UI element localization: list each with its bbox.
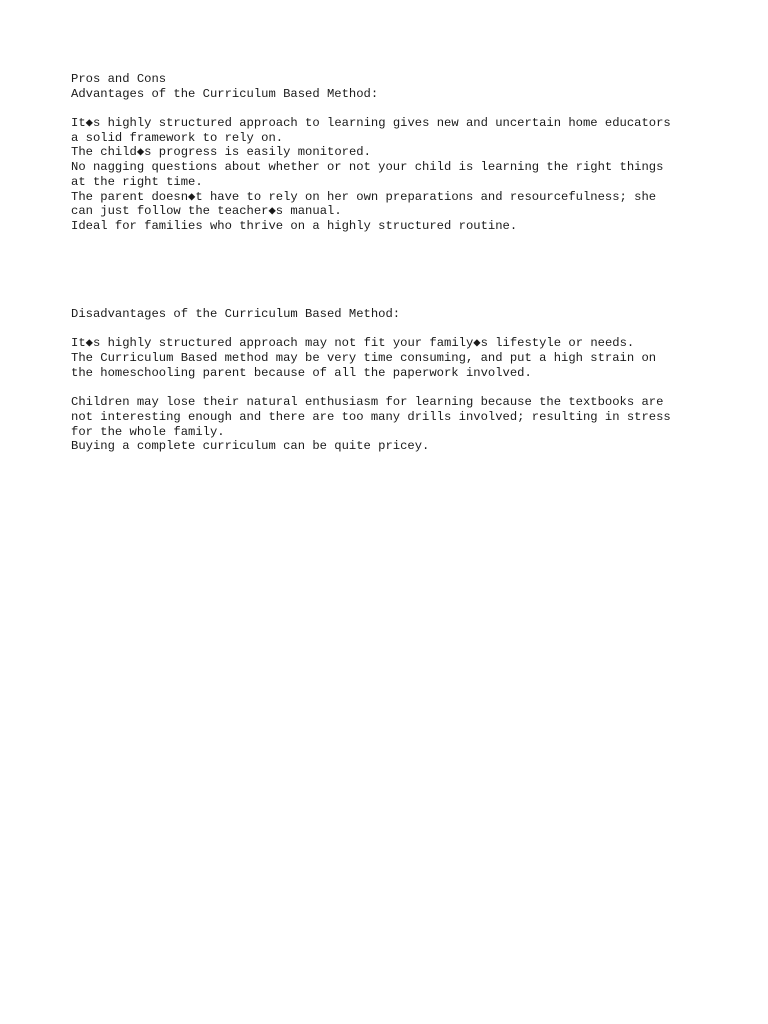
advantages-list: [71, 116, 751, 234]
advantages-line: a solid framework to rely on.: [71, 130, 284, 145]
disadvantages-line: Buying a complete curriculum can be quite pricey.: [71, 439, 430, 454]
advantages-line: The child◆s progress is easily monitored.: [71, 145, 371, 160]
disadvantages-line: [71, 381, 751, 396]
advantages-line: can just follow the teacher◆s manual.: [71, 204, 342, 219]
document-body: [71, 72, 751, 454]
disadvantages-heading: Disadvantages of the Curriculum Based Method:: [71, 307, 401, 322]
advantages-line: Ideal for families who thrive on a highly structured routine.: [71, 218, 518, 233]
disadvantages-line: not interesting enough and there are too many drills involved; resulting in stress: [71, 409, 671, 424]
section-gap: [71, 234, 751, 308]
disadvantages-line: The Curriculum Based method may be very time consuming, and put a high strain on: [71, 351, 657, 366]
advantages-line: at the right time.: [71, 174, 203, 189]
advantages-line: No nagging questions about whether or not your child is learning the right things: [71, 160, 664, 175]
disadvantages-line: the homeschooling parent because of all the paperwork involved.: [71, 365, 532, 380]
spacer: [71, 322, 751, 337]
advantages-line: The parent doesn◆t have to rely on her own preparations and resourcefulness; she: [71, 189, 657, 204]
disadvantages-line: Children may lose their natural enthusiasm for learning because the textbooks are: [71, 395, 664, 410]
advantages-heading: Advantages of the Curriculum Based Method:: [71, 86, 379, 101]
document-title: Pros and Cons: [71, 72, 167, 86]
disadvantages-line: for the whole family.: [71, 424, 225, 439]
disadvantages-list: [71, 336, 751, 454]
advantages-line: It◆s highly structured approach to learning gives new and uncertain home educators: [71, 116, 671, 131]
disadvantages-line: It◆s highly structured approach may not fit your family◆s lifestyle or needs.: [71, 336, 635, 351]
spacer: [71, 101, 751, 116]
